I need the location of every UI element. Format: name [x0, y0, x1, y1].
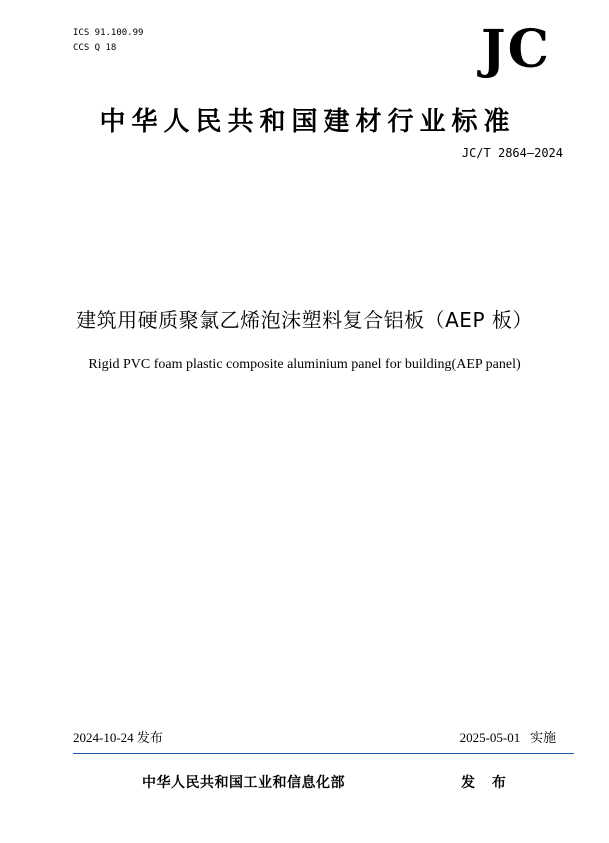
jc-logo: JC: [481, 19, 551, 80]
ics-code: ICS 91.100.99: [73, 28, 144, 38]
footer-divider: [73, 753, 574, 754]
issue-date: 2024-10-24 发布: [73, 730, 163, 745]
standard-category-title: 中华人民共和国建材行业标准: [99, 107, 516, 137]
document-title-chinese: 建筑用硬质聚氯乙烯泡沫塑料复合铝板（AEP 板）: [76, 308, 533, 332]
ccs-code: CCS Q 18: [73, 43, 117, 53]
classification-codes: [73, 26, 143, 56]
publisher-name: 中华人民共和国工业和信息化部: [142, 775, 345, 791]
standard-number: JC/T 2864—2024: [461, 146, 563, 160]
implementation-date: 2025-05-01 实施: [459, 730, 556, 745]
header-divider: [46, 166, 563, 167]
document-title-english: Rigid PVC foam plastic composite aluminium panel for building(AEP panel): [88, 357, 521, 372]
publish-label: 发 布: [461, 775, 512, 791]
